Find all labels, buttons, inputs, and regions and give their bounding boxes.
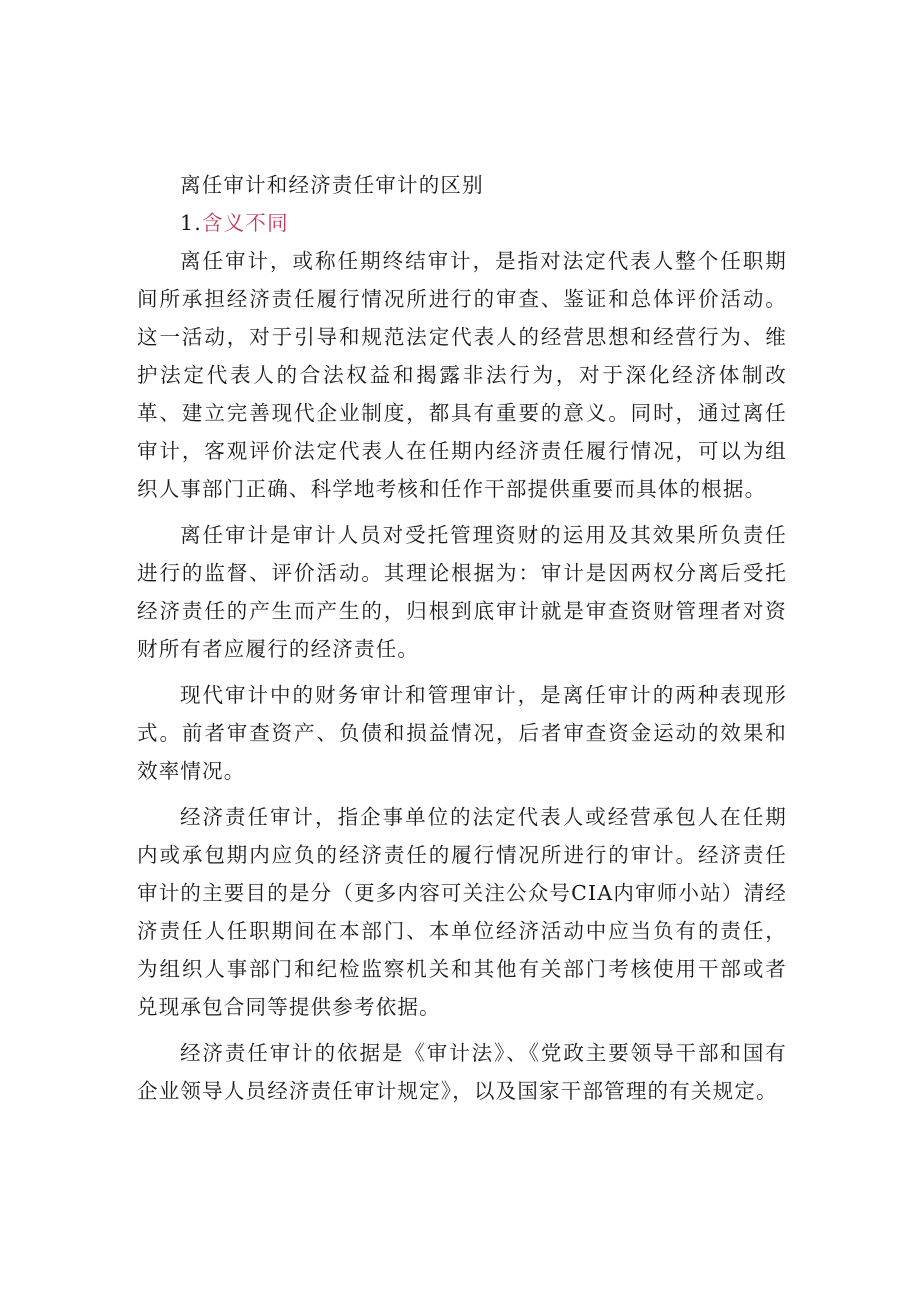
document-body: [137, 166, 787, 1118]
paragraph-exit-audit-definition: 离任审计，或称任期终结审计，是指对法定代表人整个任职期间所承担经济责任履行情况所进行的审查、鉴证和总体评价活动。这一活动，对于引导和规范法定代表人的经营思想和经营行为、维护法定代表人的合法权益和揭露非法行为，对于深化经济体制改革、建立完善现代企业制度，都具有重要的意义。同时，通过离任审计，客观评价法定代表人在任期内经济责任履行情况，可以为组织人事部门正确、科学地考核和任作干部提供重要而具体的根据。: [137, 249, 787, 501]
section-heading-text: 含义不同: [201, 211, 289, 235]
section-heading: [137, 204, 787, 242]
section-number: 1.: [180, 211, 202, 235]
paragraph-audit-forms: 现代审计中的财务审计和管理审计，是离任审计的两种表现形式。前者审查资产、负债和损益情况，后者审查资金运动的效果和效率情况。: [137, 683, 787, 783]
paragraph-audit-basis: 经济责任审计的依据是《审计法》、《党政主要领导干部和国有企业领导人员经济责任审计规定》，以及国家干部管理的有关规定。: [137, 1041, 787, 1103]
paragraph-exit-audit-theory: 离任审计是审计人员对受托管理资财的运用及其效果所负责任进行的监督、评价活动。其理论根据为：审计是因两权分离后受托经济责任的产生而产生的，归根到底审计就是审查资财管理者对资财所有者应履行的经济责任。: [137, 523, 787, 661]
document-title: 离任审计和经济责任审计的区别: [180, 173, 484, 197]
paragraph-economic-responsibility-audit: 经济责任审计，指企事单位的法定代表人或经营承包人在任期内或承包期内应负的经济责任的履行情况所进行的审计。经济责任审计的主要目的是分（更多内容可关注公众号CIA内审师小站）清经济责任人任职期间在本部门、本单位经济活动中应当负有的责任，为组织人事部门和纪检监察机关和其他有关部门考核使用干部或者兑现承包合同等提供参考依据。: [137, 805, 787, 1019]
